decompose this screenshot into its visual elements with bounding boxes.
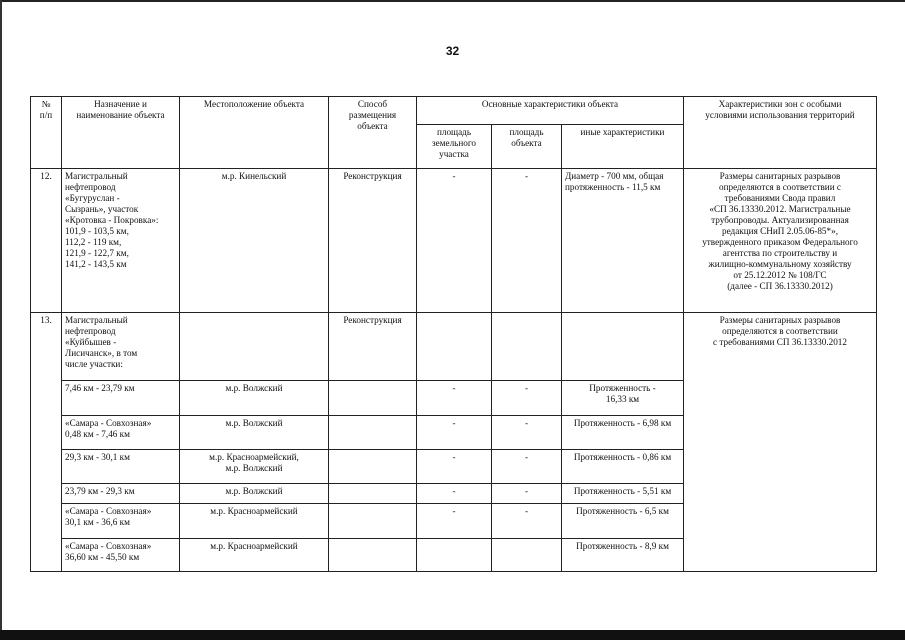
header-land-area: площадь земельного участка	[417, 125, 492, 169]
object-location: м.р. Кинельский	[180, 169, 329, 313]
header-method: Способ размещения объекта	[329, 97, 417, 169]
segment-location: м.р. Красноармейский, м.р. Волжский	[180, 450, 329, 484]
segment-other: Протяженность - 16,33 км	[562, 381, 684, 416]
segment-name: «Самара - Совхозная» 0,48 км - 7,46 км	[62, 416, 180, 450]
segment-location: м.р. Волжский	[180, 381, 329, 416]
segment-object-area	[492, 539, 562, 572]
segment-method	[329, 539, 417, 572]
segment-object-area: -	[492, 416, 562, 450]
segment-object-area: -	[492, 450, 562, 484]
segment-other: Протяженность - 6,98 км	[562, 416, 684, 450]
segment-land-area: -	[417, 450, 492, 484]
placement-method: Реконструкция	[329, 313, 417, 381]
segment-location: м.р. Волжский	[180, 416, 329, 450]
objects-table	[30, 96, 877, 572]
header-other: иные характеристики	[562, 125, 684, 169]
zone-characteristics: Размеры санитарных разрывов определяются в соответствии с требованиями СП 36.13330.2012	[684, 313, 877, 572]
scan-left-border	[0, 0, 2, 640]
segment-method	[329, 450, 417, 484]
segment-other: Протяженность - 6,5 км	[562, 504, 684, 539]
other-characteristics: Диаметр - 700 мм, общая протяженность - 11,5 км	[562, 169, 684, 313]
row-number: 13.	[31, 313, 62, 572]
segment-other: Протяженность - 8,9 км	[562, 539, 684, 572]
segment-land-area: -	[417, 416, 492, 450]
object-location	[180, 313, 329, 381]
zone-characteristics: Размеры санитарных разрывов определяются в соответствии с требованиями Свода правил «СП 36.13330.2012. Магистральные трубопроводы. Актуализированная редакция СНиП 2.05.06-85*», утвержденного приказом Федерального агентства по строительству и жилищно-коммунальному хозяйству от 25.12.2012 № 108/ГС (далее - СП 36.13330.2012)	[684, 169, 877, 313]
object-name: Магистральный нефтепровод «Бугуруслан - Сызрань», участок «Кротовка - Покровка»: 101,9 - 103,5 км, 112,2 - 119 км, 121,9 - 122,7 км, 141,2 - 143,5 км	[62, 169, 180, 313]
segment-name: 7,46 км - 23,79 км	[62, 381, 180, 416]
page-number: 32	[445, 44, 460, 58]
segment-other: Протяженность - 5,51 км	[562, 484, 684, 504]
header-row	[31, 97, 877, 125]
segment-land-area: -	[417, 381, 492, 416]
object-area	[492, 313, 562, 381]
land-area: -	[417, 169, 492, 313]
segment-name: «Самара - Совхозная» 36,60 км - 45,50 км	[62, 539, 180, 572]
placement-method: Реконструкция	[329, 169, 417, 313]
other-characteristics	[562, 313, 684, 381]
header-object-area: площадь объекта	[492, 125, 562, 169]
scan-bottom-border	[0, 630, 905, 640]
segment-location: м.р. Волжский	[180, 484, 329, 504]
scan-top-border	[0, 0, 905, 2]
segment-method	[329, 484, 417, 504]
segment-name: 29,3 км - 30,1 км	[62, 450, 180, 484]
segment-land-area	[417, 539, 492, 572]
segment-land-area: -	[417, 484, 492, 504]
row-number: 12.	[31, 169, 62, 313]
segment-method	[329, 381, 417, 416]
table-row-12	[31, 169, 877, 313]
header-location: Местоположение объекта	[180, 97, 329, 169]
segment-method	[329, 416, 417, 450]
header-main-characteristics: Основные характеристики объекта	[417, 97, 684, 125]
segment-name: 23,79 км - 29,3 км	[62, 484, 180, 504]
header-name: Назначение и наименование объекта	[62, 97, 180, 169]
segment-object-area: -	[492, 381, 562, 416]
land-area	[417, 313, 492, 381]
segment-other: Протяженность - 0,86 км	[562, 450, 684, 484]
segment-land-area: -	[417, 504, 492, 539]
object-name: Магистральный нефтепровод «Куйбышев - Лисичанск», в том числе участки:	[62, 313, 180, 381]
segment-object-area: -	[492, 484, 562, 504]
segment-location: м.р. Красноармейский	[180, 504, 329, 539]
table-row-13	[31, 313, 877, 381]
segment-method	[329, 504, 417, 539]
object-area: -	[492, 169, 562, 313]
header-zones: Характеристики зон с особыми условиями использования территорий	[684, 97, 877, 169]
segment-name: «Самара - Совхозная» 30,1 км - 36,6 км	[62, 504, 180, 539]
segment-object-area: -	[492, 504, 562, 539]
segment-location: м.р. Красноармейский	[180, 539, 329, 572]
header-num: № п/п	[31, 97, 62, 169]
